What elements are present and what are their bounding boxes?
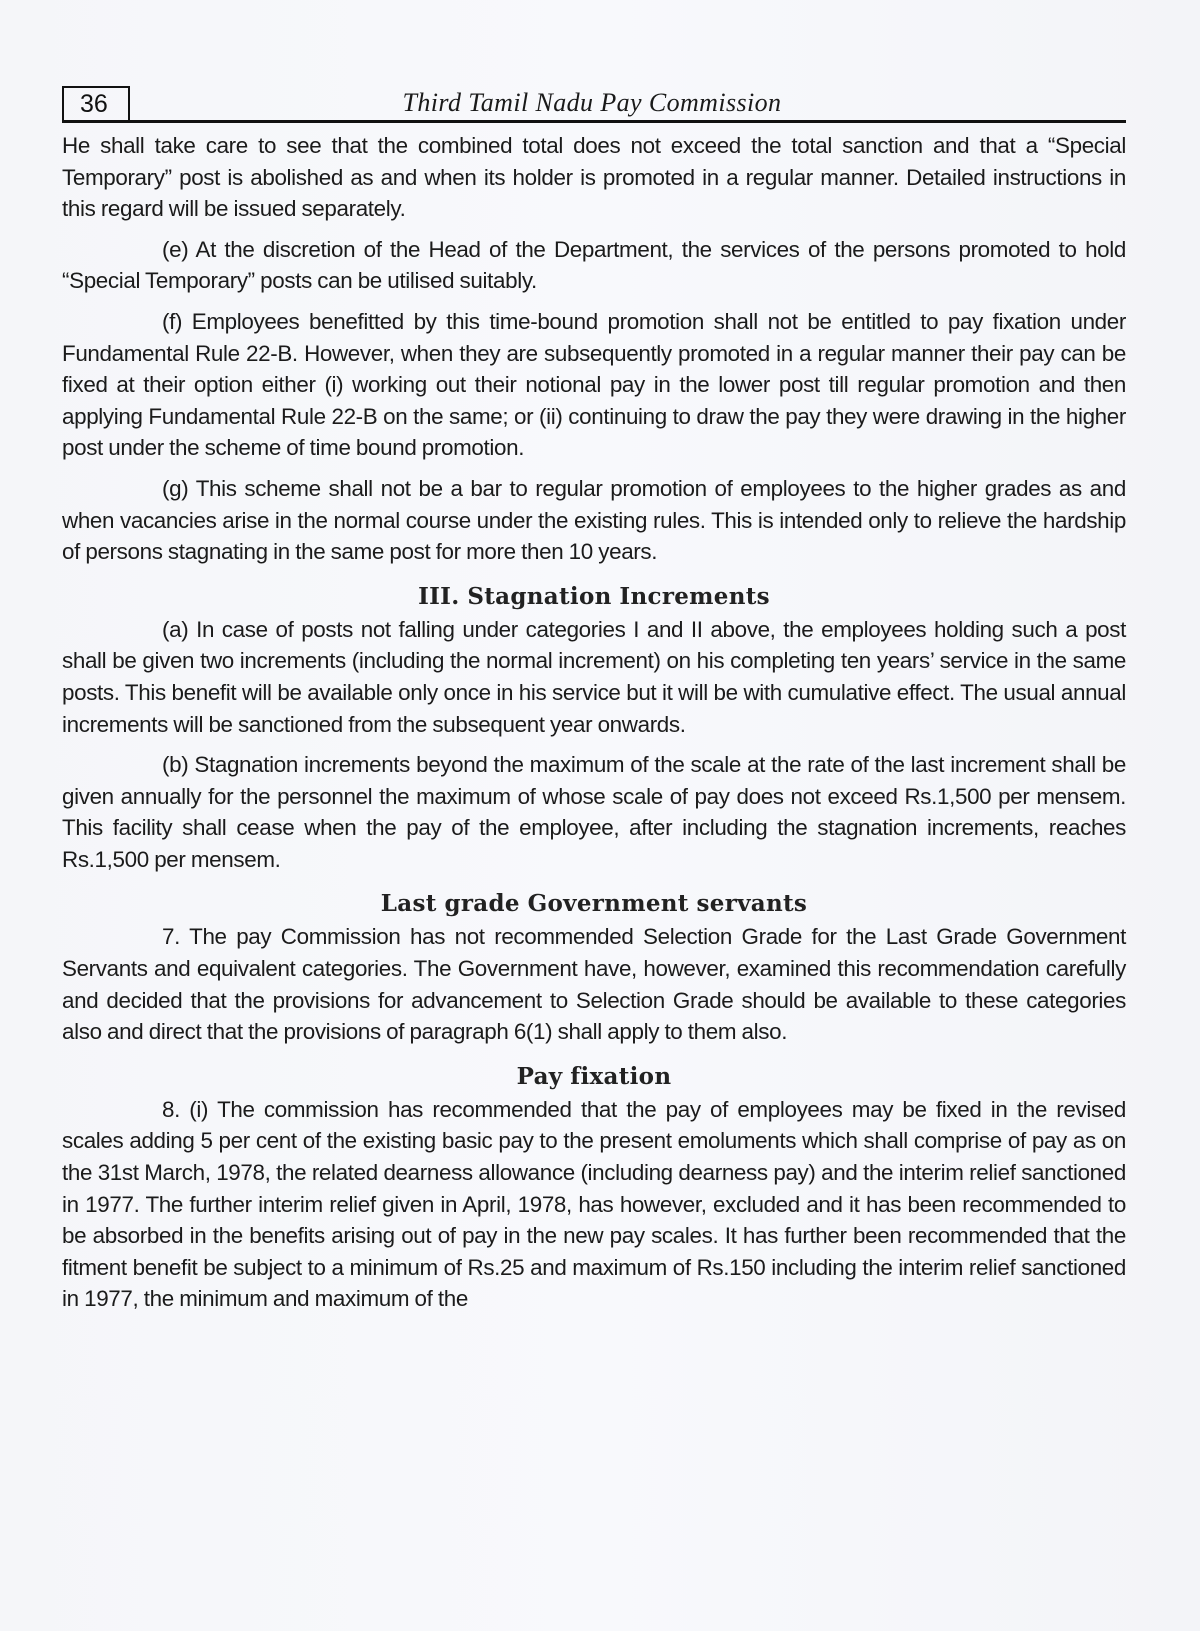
heading-pay-fixation: Pay fixation (516, 1062, 672, 1090)
paragraph-g: (g) This scheme shall not be a bar to regular promotion of employees to the higher grades as and when vacancies arise in the normal course under the existing rules. This is intended only to relieve the hardship of persons stagnating in the same post for more then 10 years. (62, 475, 1126, 565)
heading-last-grade: Last grade Government servants (380, 890, 808, 918)
paragraph-f: (f) Employees benefitted by this time-bound promotion shall not be entitled to pay fixation under Fundamental Rule 22-B. However, when they are subsequently promoted in a regular manner their pay can be fixed at their option either (i) working out their notional pay in the lower post till regular promotion and then applying Fundamental Rule 22-B on the same; or (ii) continuing to draw the pay they were drawing in the higher post under the scheme of time bound promotion. (62, 308, 1126, 461)
running-title: Third Tamil Nadu Pay Commission (402, 88, 782, 117)
heading-stagnation-increments: III. Stagnation Increments (418, 582, 770, 610)
page-body (62, 130, 1126, 1324)
paragraph-7: 7. The pay Commission has not recommended Selection Grade for the Last Grade Government Servants and equivalent categories. The Government have, however, examined this recommendation carefully and decided that the provisions for advancement to Selection Grade should be available to these categories also and direct that the provisions of paragraph 6(1) shall apply to them also. (62, 924, 1126, 1045)
paragraph-stagnation-b: (b) Stagnation increments beyond the maximum of the scale at the rate of the last increment shall be given annually for the personnel the maximum of whose scale of pay does not exceed Rs.1,500 per mensem. This facility shall cease when the pay of the employee, after including the stagnation increments, reaches Rs.1,500 per mensem. (62, 752, 1126, 872)
paragraph-stagnation-a: (a) In case of posts not falling under categories I and II above, the employees holding such a post shall be given two increments (including the normal increment) on his completing ten years’ service in the same posts. This benefit will be available only once in his service but it will be with cumulative effect. The usual annual increments will be sanctioned from the subsequent year onwards. (62, 616, 1126, 737)
page-header (62, 86, 1122, 124)
paragraph-8: 8. (i) The commission has recommended that the pay of employees may be fixed in the revised scales adding 5 per cent of the existing basic pay to the present emoluments which shall comprise of pay as on the 31st March, 1978, the related dearness allowance (including dearness pay) and the interim relief sanctioned in 1977. The further interim relief given in April, 1978, has however, excluded and it has been recommended to be absorbed in the benefits arising out of pay in the new pay scales. It has further been recommended that the fitment benefit be subject to a minimum of Rs.25 and maximum of Rs.150 including the interim relief sanctioned in 1977, the minimum and maximum of the (62, 1096, 1126, 1312)
page-number: 36 (62, 86, 130, 120)
header-rule (62, 120, 1126, 123)
paragraph-e: (e) At the discretion of the Head of the Department, the services of the persons promoted to hold “Special Temporary” posts can be utilised suitably. (62, 236, 1126, 294)
paragraph-continued: He shall take care to see that the combined total does not exceed the total sanction and that a “Special Temporary” post is abolished as and when its holder is promoted in a regular manner. Detailed instructions in this regard will be issued separately. (62, 133, 1126, 222)
